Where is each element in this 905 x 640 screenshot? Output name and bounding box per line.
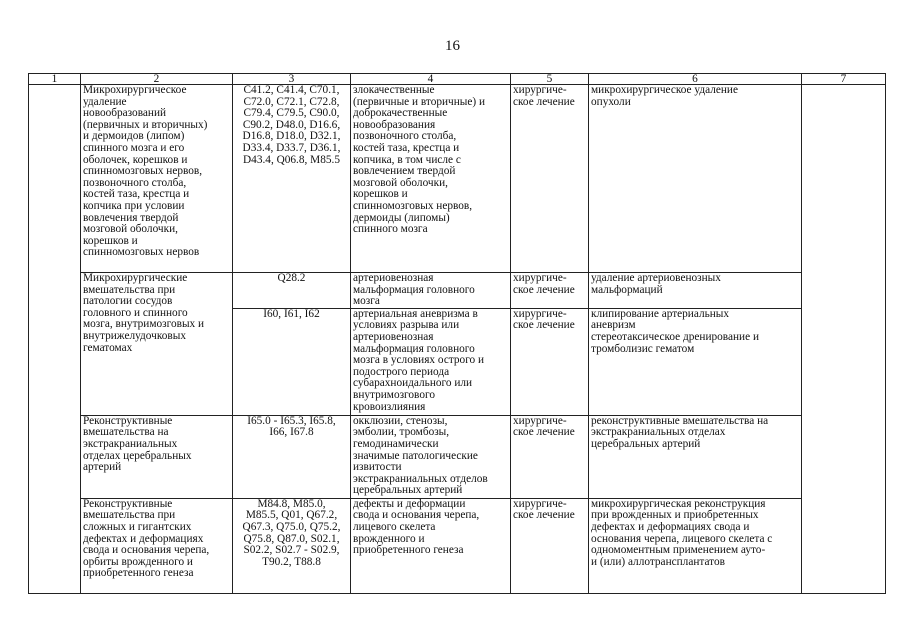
table-row <box>29 85 886 273</box>
empty-cell <box>29 273 81 309</box>
treatment-method-cell: микрохирургическая реконструкция при врожденных и приобретенных дефектах и деформациях свода и основания черепа, лицевого скелета с одномоментным применением ауто- и (или) аллотрансплантатов <box>589 498 802 593</box>
table-row <box>29 273 886 309</box>
treatment-type-cell: хирургиче- ское лечение <box>511 498 589 593</box>
care-name-cell: Микрохирургические вмешательства при патологии сосудов головного и спинного мозга, внутримозговых и внутрижелудочковых гематомах <box>81 273 233 416</box>
patient-model-cell: артериальная аневризма в условиях разрыва или артериовенозная мальформация головного мозга в условиях острого и подострого периода субарахноидального или внутримозгового кровоизлияния <box>351 308 511 415</box>
empty-cell <box>802 273 886 309</box>
treatment-type-cell: хирургиче- ское лечение <box>511 308 589 415</box>
icd-codes-cell: I65.0 - I65.3, I65.8, I66, I67.8 <box>233 415 351 498</box>
care-name-cell: Реконструктивные вмешательства на экстракраниальных отделах церебральных артерий <box>81 415 233 498</box>
care-name-cell: Микрохирургическое удаление новообразований (первичных и вторичных) и дермоидов (липом) спинного мозга и его оболочек, корешков и спинномозговых нервов, позвоночного столба, костей таза, крестца и копчика при условии вовлечения твердой мозговой оболочки, корешков и спинномозговых нервов <box>81 85 233 273</box>
header-cell-5: 5 <box>511 74 589 85</box>
icd-codes-cell: Q28.2 <box>233 273 351 309</box>
empty-cell <box>29 308 81 415</box>
header-cell-4: 4 <box>351 74 511 85</box>
patient-model-cell: окклюзии, стенозы, эмболии, тромбозы, гемодинамически значимые патологические извитости экстракраниальных отделов церебральных артерий <box>351 415 511 498</box>
medical-care-table <box>28 73 886 594</box>
header-cell-1: 1 <box>29 74 81 85</box>
treatment-method-cell: реконструктивные вмешательства на экстракраниальных отделах церебральных артерий <box>589 415 802 498</box>
patient-model-cell: артериовенозная мальформация головного мозга <box>351 273 511 309</box>
empty-cell <box>29 415 81 498</box>
empty-cell <box>29 85 81 273</box>
table-row <box>29 415 886 498</box>
care-name-cell: Реконструктивные вмешательства при сложных и гигантских дефектах и деформациях свода и основания черепа, орбиты врожденного и приобретенного генеза <box>81 498 233 593</box>
treatment-type-cell: хирургиче- ское лечение <box>511 415 589 498</box>
empty-cell <box>802 415 886 498</box>
header-cell-3: 3 <box>233 74 351 85</box>
empty-cell <box>802 308 886 415</box>
patient-model-cell: дефекты и деформации свода и основания черепа, лицевого скелета врожденного и приобретенного генеза <box>351 498 511 593</box>
empty-cell <box>29 498 81 593</box>
icd-codes-cell: I60, I61, I62 <box>233 308 351 415</box>
table-row <box>29 498 886 593</box>
empty-cell <box>802 498 886 593</box>
treatment-method-cell: микрохирургическое удаление опухоли <box>589 85 802 273</box>
icd-codes-cell: C41.2, C41.4, C70.1, C72.0, C72.1, C72.8, C79.4, C79.5, C90.0, C90.2, D48.0, D16.6, D16.8, D18.0, D32.1, D33.4, D33.7, D36.1, D43.4, Q06.8, M85.5 <box>233 85 351 273</box>
patient-model-cell: злокачественные (первичные и вторичные) и доброкачественные новообразования позвоночного столба, костей таза, крестца и копчика, в том числе с вовлечением твердой мозговой оболочки, корешков и спинномозговых нервов, дермоиды (липомы) спинного мозга <box>351 85 511 273</box>
treatment-method-cell: удаление артериовенозных мальформаций <box>589 273 802 309</box>
icd-codes-cell: M84.8, M85.0, M85.5, Q01, Q67.2, Q67.3, Q75.0, Q75.2, Q75.8, Q87.0, S02.1, S02.2, S02.7 - S02.9, T90.2, T88.8 <box>233 498 351 593</box>
treatment-method-cell: клипирование артериальных аневризм стереотаксическое дренирование и тромболизис гематом <box>589 308 802 415</box>
treatment-type-cell: хирургиче- ское лечение <box>511 85 589 273</box>
header-cell-2: 2 <box>81 74 233 85</box>
header-row <box>29 74 886 85</box>
empty-cell <box>802 85 886 273</box>
treatment-type-cell: хирургиче- ское лечение <box>511 273 589 309</box>
header-cell-7: 7 <box>802 74 886 85</box>
page-number: 16 <box>445 38 460 54</box>
header-cell-6: 6 <box>589 74 802 85</box>
